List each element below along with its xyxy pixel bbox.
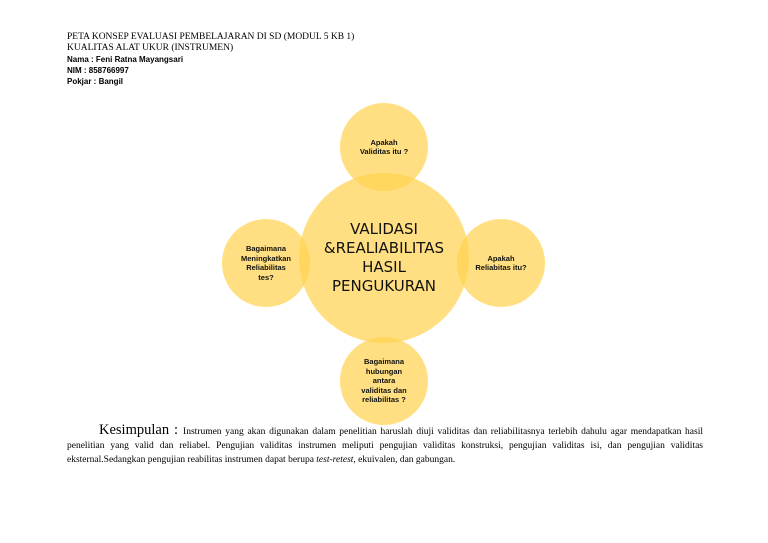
conclusion-text-main: Instrumen yang akan digunakan dalam penelitian haruslah diuji validitas dan reliabilitasnya terlebih dahulu agar mendapatkan hasil penelitian yang valid dan reliabel. Pengujian validitas instrumen meliputi pengujian validitas konstruksi, pengujian validitas isi, dan pengujian validitas eksternal.Sedangkan pengujian reabilitas instrumen dapat berupa [67,427,703,465]
concept-node-right-label: Apakah Reliabitas itu? [475,253,527,272]
document-header [67,32,707,87]
conclusion-heading: Kesimpulan [99,422,170,438]
concept-center-circle [299,173,469,343]
concept-center-label: VALIDASI &REALIABILITAS HASIL PENGUKURAN [323,220,445,295]
concept-node-bottom-label: Bagaimana hubungan antara validitas dan reliabilitas ? [361,357,407,405]
concept-node-left-label: Bagaimana Meningkatkan Reliabilitas tes? [240,244,291,282]
author-nim: NIM : 858766997 [67,66,129,75]
concept-node-top-label: Apakah Validitas itu ? [359,137,409,156]
conclusion-text-italic: test-retest [316,455,354,465]
conclusion-separator: : [169,422,184,438]
conclusion-paragraph [67,423,703,467]
author-name: Nama : Feni Ratna Mayangsari [67,55,184,64]
concept-node-top [340,103,428,191]
concept-node-left [222,219,310,307]
author-pokjar: Pokjar : Bangil [67,77,124,86]
concept-node-bottom [340,337,428,425]
conclusion-text-end: , ekuivalen, dan gabungan. [353,455,456,465]
concept-node-right [457,219,545,307]
document-title: PETA KONSEP EVALUASI PEMBELAJARAN DI SD (MODUL 5 KB 1) [67,32,355,42]
document-subtitle: KUALITAS ALAT UKUR (INSTRUMEN) [67,43,234,53]
